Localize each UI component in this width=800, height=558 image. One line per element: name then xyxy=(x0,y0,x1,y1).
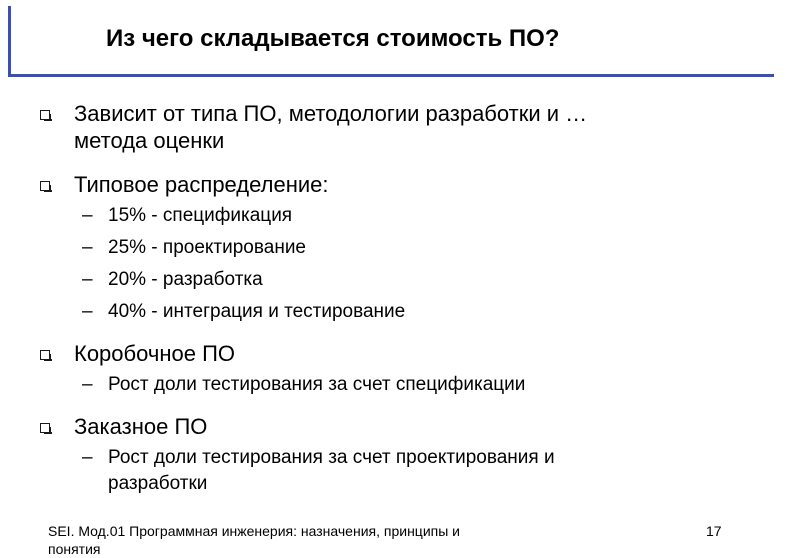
slide-title: Из чего складывается стоимость ПО? xyxy=(106,25,560,52)
sub-item-boxed-testing-growth: Рост доли тестирования за счет спецификации xyxy=(108,374,526,395)
footer-course-title-cont: понятия xyxy=(48,541,101,557)
bullet-text: Заказное ПО xyxy=(74,414,208,439)
sub-item-development: 20% - разработка xyxy=(108,269,263,290)
page-number: 17 xyxy=(706,523,722,539)
hollow-square-bullet-icon xyxy=(40,423,50,433)
hollow-square-bullet-icon xyxy=(40,110,50,120)
sub-item-integration-testing: 40% - интеграция и тестирование xyxy=(108,301,406,322)
sub-item-design: 25% - проектирование xyxy=(108,237,306,258)
footer-course-title: SEI. Мод.01 Программная инженерия: назначения, принципы и xyxy=(48,523,460,539)
title-accent-underline xyxy=(8,74,774,77)
sub-item-custom-testing-growth: Рост доли тестирования за счет проектирования и xyxy=(108,447,555,468)
bullet-text: Коробочное ПО xyxy=(74,341,235,366)
title-accent-vertical xyxy=(8,6,11,76)
sub-item-specification: 15% - спецификация xyxy=(108,205,293,226)
bullet-text-line: метода оценки xyxy=(74,128,225,153)
hollow-square-bullet-icon xyxy=(40,181,50,191)
hollow-square-bullet-icon xyxy=(40,350,50,360)
dash-marker: – xyxy=(82,205,93,226)
dash-marker: – xyxy=(82,301,93,322)
bullet-text: Типовое распределение: xyxy=(74,172,329,197)
dash-marker: – xyxy=(82,447,93,468)
dash-marker: – xyxy=(82,237,93,258)
dash-marker: – xyxy=(82,269,93,290)
sub-item-custom-testing-growth-cont: разработки xyxy=(108,473,208,494)
bullet-text-line: Зависит от типа ПО, методологии разработки и … xyxy=(74,101,588,126)
dash-marker: – xyxy=(82,374,93,395)
